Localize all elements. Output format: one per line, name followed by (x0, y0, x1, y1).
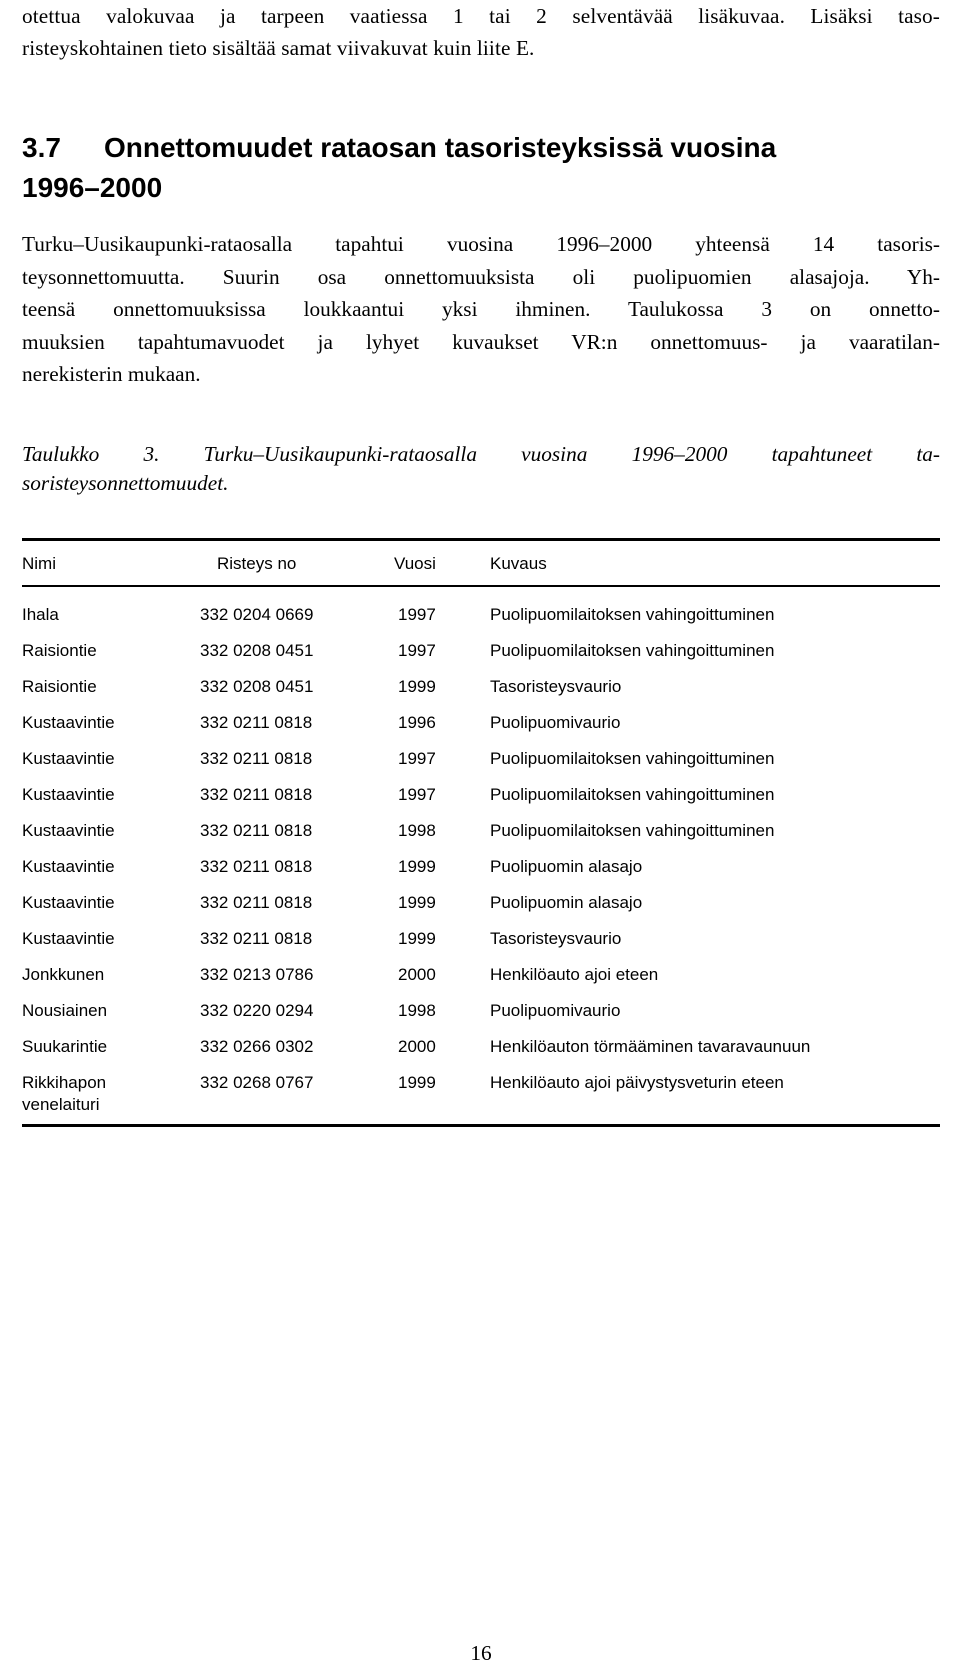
header-kuvaus: Kuvaus (490, 554, 547, 573)
paragraph-line: Turku–Uusikaupunki-rataosalla tapahtui vuosina 1996–2000 yhteensä 14 tasoris- (22, 232, 940, 256)
cell-kuvaus: Puolipuomilaitoksen vahingoittuminen (490, 785, 775, 804)
cell-name (22, 1072, 192, 1116)
cell-risteys: 332 0204 0669 (200, 605, 314, 624)
paragraph-line: teysonnettomuutta. Suurin osa onnettomuuksista oli puolipuomien alasajoja. Yh- (22, 264, 940, 289)
cell-kuvaus: Puolipuomilaitoksen vahingoittuminen (490, 821, 775, 840)
cell-name (22, 748, 192, 770)
section-title-line2: 1996–2000 (22, 172, 163, 203)
cell-kuvaus: Henkilöauton törmääminen tavaravaunuun (490, 1037, 811, 1056)
cell-vuosi: 1997 (398, 749, 436, 768)
caption-line: Taulukko 3. Turku–Uusikaupunki-rataosalla vuosina 1996–2000 tapahtuneet ta- (22, 442, 940, 466)
cell-vuosi: 1999 (398, 893, 436, 912)
cell-name-line: Kustaavintie (22, 893, 115, 912)
cell-name-line: Kustaavintie (22, 785, 115, 804)
table-row (22, 820, 940, 856)
header-name: Nimi (22, 554, 56, 573)
table-row (22, 928, 940, 964)
cell-name (22, 820, 192, 842)
cell-vuosi: 1999 (398, 857, 436, 876)
table-row (22, 748, 940, 784)
cell-vuosi: 1998 (398, 1001, 436, 1020)
cell-risteys: 332 0268 0767 (200, 1073, 314, 1092)
table-header (22, 552, 940, 576)
cell-name (22, 964, 192, 986)
body-paragraph (22, 228, 940, 391)
cell-vuosi: 1997 (398, 785, 436, 804)
cell-risteys: 332 0211 0818 (200, 821, 313, 840)
cell-risteys: 332 0213 0786 (200, 965, 314, 984)
table-row (22, 604, 940, 640)
section-heading (22, 128, 940, 208)
cell-name-line: Kustaavintie (22, 713, 115, 732)
caption-line: soristeysonnettomuudet. (22, 471, 229, 495)
cell-vuosi: 1997 (398, 605, 436, 624)
cell-name (22, 784, 192, 806)
cell-name (22, 928, 192, 950)
cell-risteys: 332 0211 0818 (200, 749, 313, 768)
paragraph-line: teensä onnettomuuksissa loukkaantui yksi ihminen. Taulukossa 3 on onnetto- (22, 297, 940, 321)
table-caption (22, 440, 940, 498)
cell-kuvaus: Henkilöauto ajoi eteen (490, 965, 659, 984)
cell-name-line: Nousiainen (22, 1001, 108, 1020)
cell-risteys: 332 0208 0451 (200, 641, 314, 660)
table-row (22, 892, 940, 928)
cell-name-line: Kustaavintie (22, 929, 115, 948)
cell-name (22, 712, 192, 734)
cell-name-line: Raisiontie (22, 641, 97, 660)
table-row (22, 1072, 940, 1124)
cell-name (22, 1000, 192, 1022)
cell-vuosi: 1998 (398, 821, 436, 840)
cell-risteys: 332 0211 0818 (200, 929, 313, 948)
cell-kuvaus: Puolipuomivaurio (490, 713, 621, 732)
cell-kuvaus: Puolipuomilaitoksen vahingoittuminen (490, 605, 775, 624)
table-row (22, 1000, 940, 1036)
table-header-rule (22, 585, 940, 587)
cell-risteys: 332 0211 0818 (200, 713, 313, 732)
header-risteys: Risteys no (217, 554, 297, 573)
table-row (22, 964, 940, 1000)
header-vuosi: Vuosi (394, 554, 436, 573)
section-title: Onnettomuudet rataosan tasoristeyksissä vuosina (104, 132, 777, 163)
table-row (22, 784, 940, 820)
paragraph-line: nerekisterin mukaan. (22, 362, 201, 386)
intro-line: otettua valokuvaa ja tarpeen vaatiessa 1 tai 2 selventävää lisäkuvaa. Lisäksi taso- (22, 4, 940, 28)
cell-vuosi: 1999 (398, 929, 436, 948)
cell-kuvaus: Puolipuomin alasajo (490, 893, 643, 912)
cell-name-line: Kustaavintie (22, 821, 115, 840)
cell-kuvaus: Puolipuomilaitoksen vahingoittuminen (490, 641, 775, 660)
cell-name-line: Kustaavintie (22, 749, 115, 768)
cell-kuvaus: Tasoristeysvaurio (490, 677, 622, 696)
cell-vuosi: 1997 (398, 641, 436, 660)
paragraph-line: muuksien tapahtumavuodet ja lyhyet kuvaukset VR:n onnettomuus- ja vaaratilan- (22, 329, 940, 354)
cell-vuosi: 2000 (398, 1037, 436, 1056)
cell-risteys: 332 0266 0302 (200, 1037, 314, 1056)
cell-name (22, 892, 192, 914)
cell-name-line: Rikkihapon (22, 1073, 107, 1092)
cell-vuosi: 1996 (398, 713, 436, 732)
cell-name (22, 1036, 192, 1058)
intro-paragraph (22, 0, 940, 64)
table-row (22, 676, 940, 712)
cell-name-line: venelaituri (22, 1095, 100, 1114)
cell-kuvaus: Puolipuomilaitoksen vahingoittuminen (490, 749, 775, 768)
table-body (22, 604, 940, 1124)
page-number: 16 (470, 1641, 492, 1665)
cell-kuvaus: Tasoristeysvaurio (490, 929, 622, 948)
cell-kuvaus: Puolipuomivaurio (490, 1001, 621, 1020)
table-row (22, 640, 940, 676)
cell-risteys: 332 0208 0451 (200, 677, 314, 696)
cell-kuvaus: Puolipuomin alasajo (490, 857, 643, 876)
cell-risteys: 332 0211 0818 (200, 893, 313, 912)
cell-risteys: 332 0220 0294 (200, 1001, 314, 1020)
cell-name-line: Jonkkunen (22, 965, 105, 984)
section-number: 3.7 (22, 132, 61, 163)
table-row (22, 712, 940, 748)
cell-name (22, 640, 192, 662)
intro-line: risteyskohtainen tieto sisältää samat viivakuvat kuin liite E. (22, 36, 535, 60)
cell-name-line: Suukarintie (22, 1037, 108, 1056)
cell-name (22, 676, 192, 698)
cell-risteys: 332 0211 0818 (200, 785, 313, 804)
cell-vuosi: 2000 (398, 965, 436, 984)
table-bottom-rule (22, 1124, 940, 1127)
cell-name (22, 604, 192, 626)
cell-vuosi: 1999 (398, 677, 436, 696)
cell-name-line: Ihala (22, 605, 59, 624)
cell-risteys: 332 0211 0818 (200, 857, 313, 876)
table-top-rule (22, 538, 940, 541)
cell-name (22, 856, 192, 878)
table-row (22, 1036, 940, 1072)
cell-vuosi: 1999 (398, 1073, 436, 1092)
cell-name-line: Kustaavintie (22, 857, 115, 876)
cell-kuvaus: Henkilöauto ajoi päivystysveturin eteen (490, 1073, 784, 1092)
table-row (22, 856, 940, 892)
cell-name-line: Raisiontie (22, 677, 97, 696)
